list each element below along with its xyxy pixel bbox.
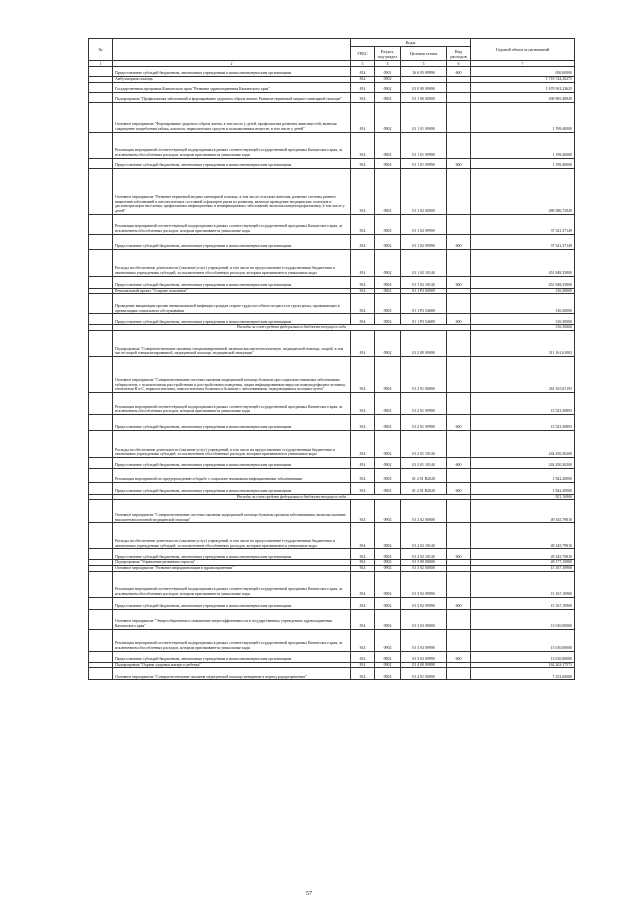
target-article-code: 01 1 02 00000 <box>401 168 447 214</box>
grbs-code: 814 <box>351 249 375 276</box>
expense-type-code <box>447 168 471 214</box>
row-number-cell <box>89 102 113 132</box>
item-name: Предоставление субсидий бюджетным, автономным учреждениям и иным некоммерческим организациям <box>113 457 351 468</box>
index-cell: 7 <box>471 61 575 67</box>
expense-type-code: 600 <box>447 67 471 77</box>
expense-type-code <box>447 82 471 92</box>
target-article-code: 01 3 02 00000 <box>401 565 447 571</box>
annual-sum: 650,00000 <box>471 67 575 77</box>
table-row <box>89 457 575 468</box>
item-name: Предоставление субсидий бюджетным, автономным учреждениям и иным некоммерческим организациям <box>113 314 351 325</box>
grbs-code: 814 <box>351 102 375 132</box>
item-name: Проведение вакцинации против пневмококковой инфекции граждан старше трудоспособного возраста из групп риска, проживающих в организациях социального обслуживания <box>113 294 351 314</box>
table-row <box>89 82 575 92</box>
index-cell: 2 <box>113 61 351 67</box>
annual-sum: 15 523,30893 <box>471 392 575 414</box>
razdel-code: 0902 <box>375 571 401 597</box>
target-article-code: 01 2 01 09990 <box>401 392 447 414</box>
grbs-code: 814 <box>351 560 375 566</box>
annual-sum: 37 541,37149 <box>471 214 575 234</box>
annual-sum: 15 523,30893 <box>471 414 575 430</box>
razdel-code: 0902 <box>375 158 401 168</box>
table-row <box>89 158 575 168</box>
target-article-code: 01 1 P3 00000 <box>401 288 447 294</box>
item-name: Предоставление субсидий бюджетным, автономным учреждениям и иным некоммерческим организациям <box>113 276 351 288</box>
grbs-code: 814 <box>351 276 375 288</box>
item-name: Реализация мероприятий соответствующей подпрограммы в рамках соответствующей государственной программы Камчатского края, за исключением обособленных расходов, которым присваиваются уникальные коды <box>113 132 351 158</box>
col-razdel-header: Раздел, под-раздел <box>375 47 401 61</box>
item-name: Реализация мероприятий по предупреждению и борьбе с социально значимыми инфекционными заболеваниями <box>113 468 351 482</box>
index-cell: 6 <box>447 61 471 67</box>
expense-type-code <box>447 294 471 314</box>
grbs-code: 814 <box>351 92 375 102</box>
row-number-cell <box>89 392 113 414</box>
target-article-code: 01 1 02 10140 <box>401 249 447 276</box>
row-number-cell <box>89 92 113 102</box>
row-number-cell <box>89 597 113 609</box>
item-name: Предоставление субсидий бюджетным, автономным учреждениям и иным некоммерческим организациям <box>113 549 351 560</box>
razdel-code: 0902 <box>375 288 401 294</box>
razdel-code: 0902 <box>375 102 401 132</box>
grbs-code: 814 <box>351 414 375 430</box>
table-row <box>89 67 575 77</box>
target-article-code: 01 2 01 09990 <box>401 414 447 430</box>
item-name: Подпрограмма "Совершенствование оказания специализированной, включая высокотехнологичную, медицинской помощи, скорой, в том числе скорой специализированной, медицинской помощи, медицинской эвакуации" <box>113 330 351 356</box>
expense-type-code: 600 <box>447 314 471 325</box>
item-name: Предоставление субсидий бюджетным, автономным учреждениям и иным некоммерческим организациям <box>113 234 351 249</box>
razdel-code: 0902 <box>375 560 401 566</box>
grbs-code: 814 <box>351 67 375 77</box>
expense-type-code <box>447 214 471 234</box>
expense-type-code <box>447 571 471 597</box>
page-number: 57 <box>306 891 312 897</box>
table-row <box>89 330 575 356</box>
grbs-code: 814 <box>351 565 375 571</box>
row-number-cell <box>89 457 113 468</box>
target-article-code: 01 1 02 09990 <box>401 234 447 249</box>
table-row <box>89 214 575 234</box>
table-row <box>89 668 575 680</box>
table-row <box>89 500 575 523</box>
expense-type-code: 600 <box>447 414 471 430</box>
target-article-code: 01 2 02 00000 <box>401 500 447 523</box>
codes-group-header: Коды <box>351 39 471 47</box>
grbs-code: 814 <box>351 392 375 414</box>
grbs-code: 814 <box>351 457 375 468</box>
target-article-code: 01 2 01 00000 <box>401 356 447 392</box>
target-article-code: 01 1 01 00000 <box>401 102 447 132</box>
annual-sum: 37 541,37149 <box>471 234 575 249</box>
table-row <box>89 414 575 430</box>
annual-sum: 316,30000 <box>471 294 575 314</box>
grbs-code: 814 <box>351 82 375 92</box>
row-number-cell <box>89 482 113 494</box>
table-row <box>89 468 575 482</box>
table-row <box>89 294 575 314</box>
expense-type-code <box>447 392 471 414</box>
grbs-code: 814 <box>351 609 375 629</box>
annual-sum: 15 167,10900 <box>471 571 575 597</box>
razdel-code: 0902 <box>375 168 401 214</box>
razdel-code: 0902 <box>375 392 401 414</box>
grbs-code: 814 <box>351 571 375 597</box>
annual-sum: 1 842,20000 <box>471 468 575 482</box>
item-name: Реализация мероприятий соответствующей подпрограммы в рамках соответствующей государственной программы Камчатского края, за исключением обособленных расходов, которым присваиваются уникальные коды <box>113 571 351 597</box>
grbs-code: 814 <box>351 597 375 609</box>
table-row <box>89 523 575 549</box>
item-name: Реализация мероприятий соответствующей подпрограммы в рамках соответствующей государственной программы Камчатского края, за исключением обособленных расходов, которым присваиваются уникальные коды <box>113 392 351 414</box>
item-name: Предоставление субсидий бюджетным, автономным учреждениям и иным некоммерческим организациям <box>113 414 351 430</box>
item-name: Основное мероприятие "Совершенствование оказания медицинской помощи женщинам в период родоразрешения" <box>113 668 351 680</box>
item-name: Расходы на обеспечение деятельности (оказание услуг) учреждений, в том числе на предоставление государственным бюджетным и автономным учреждениям субсидий, за исключением обособленных расходов, которым присваиваются уникальные коды <box>113 523 351 549</box>
item-name: Государственная программа Камчатского края "Развитие здравоохранения Камчатского края" <box>113 82 351 92</box>
expense-type-code: 600 <box>447 549 471 560</box>
table-row <box>89 276 575 288</box>
row-number-cell <box>89 214 113 234</box>
annual-sum: 7 252,60000 <box>471 668 575 680</box>
target-article-code: 01 2 02 10140 <box>401 523 447 549</box>
grbs-code: 814 <box>351 468 375 482</box>
target-article-code: 01 3 02 09990 <box>401 571 447 597</box>
item-name: Основное мероприятие "Совершенствование системы оказания медицинской помощи больным прочими заболеваниями, включая оказание высокотехнологичной медицинской помощи" <box>113 500 351 523</box>
expense-type-code: 600 <box>447 482 471 494</box>
razdel-code: 0902 <box>375 356 401 392</box>
annual-sum: 162 263,17573 <box>471 662 575 668</box>
annual-sum: 13 010,00000 <box>471 651 575 662</box>
target-article-code: 01 3 03 00000 <box>401 609 447 629</box>
razdel-code: 0902 <box>375 276 401 288</box>
note-sum: 316,30000 <box>471 325 575 331</box>
annual-sum: 311 161,61003 <box>471 330 575 356</box>
expense-type-code <box>447 430 471 457</box>
razdel-code: 0902 <box>375 430 401 457</box>
expense-type-code <box>447 92 471 102</box>
razdel-code: 0902 <box>375 294 401 314</box>
item-name: Реализация мероприятий соответствующей подпрограммы в рамках соответствующей государственной программы Камчатского края, за исключением обособленных расходов, которым присваиваются уникальные коды <box>113 214 351 234</box>
target-article-code: 01 3 00 00000 <box>401 560 447 566</box>
razdel-code: 0902 <box>375 132 401 158</box>
item-name: Предоставление субсидий бюджетным, автономным учреждениям и иным некоммерческим организациям <box>113 651 351 662</box>
row-number-cell <box>89 67 113 77</box>
item-name: Подпрограмма "Управление развитием отрасли" <box>113 560 351 566</box>
item-name: Основное мероприятие "Формирование здорового образа жизни, в том числе у детей, профилактика развития зависимостей, включая сокращение потребления табака, алкоголя, наркотических средств и психоактивных веществ, в том числе у детей" <box>113 102 351 132</box>
table-row <box>89 597 575 609</box>
table-row <box>89 92 575 102</box>
table-row <box>89 249 575 276</box>
razdel-code: 0902 <box>375 77 401 83</box>
razdel-code: 0902 <box>375 214 401 234</box>
annual-sum: 244 450,30200 <box>471 457 575 468</box>
annual-sum: 13 010,00000 <box>471 629 575 651</box>
annual-sum: 316,30000 <box>471 314 575 325</box>
target-article-code: 01 2 02 10140 <box>401 549 447 560</box>
target-article-code: 01 3 03 09990 <box>401 651 447 662</box>
expense-type-code <box>447 330 471 356</box>
grbs-code: 814 <box>351 356 375 392</box>
item-name: Основное мероприятие "Развитие первичной медико-санитарной помощи, в том числе сельским жителям, развитие системы раннего выявления заболеваний и патологических состояний и факторов риска их развития, включая проведение медицинских осмотров и диспансеризации населения, профилактика инфекционных и неинфекционных заболеваний, включая иммунопрофилактику, в том числе у детей" <box>113 168 351 214</box>
target-article-code: 01 1 02 09990 <box>401 214 447 234</box>
row-number-cell <box>89 549 113 560</box>
row-number-cell <box>89 523 113 549</box>
grbs-code: 814 <box>351 482 375 494</box>
row-number-cell <box>89 168 113 214</box>
razdel-code: 0902 <box>375 523 401 549</box>
table-row <box>89 482 575 494</box>
row-number-cell <box>89 314 113 325</box>
index-cell: 4 <box>375 61 401 67</box>
razdel-code: 0902 <box>375 651 401 662</box>
row-number-cell <box>89 609 113 629</box>
target-article-code: 16 6 05 09990 <box>401 67 447 77</box>
razdel-code: 0902 <box>375 482 401 494</box>
expense-type-code <box>447 356 471 392</box>
expense-type-code: 600 <box>447 457 471 468</box>
table-body <box>89 67 575 680</box>
grbs-code: 814 <box>351 77 375 83</box>
item-name: Предоставление субсидий бюджетным, автономным учреждениям и иным некоммерческим организациям <box>113 67 351 77</box>
note-sum: 921,10000 <box>471 494 575 500</box>
index-cell: 5 <box>401 61 447 67</box>
annual-sum: 49 345,79810 <box>471 500 575 523</box>
row-number-cell <box>89 629 113 651</box>
grbs-code: 814 <box>351 234 375 249</box>
target-article-code: 01 2 00 00000 <box>401 330 447 356</box>
row-number-cell <box>89 330 113 356</box>
col-sum-header: Годовой объем ассигнований <box>471 39 575 61</box>
annual-sum: 1 199,40000 <box>471 132 575 158</box>
razdel-code: 0902 <box>375 549 401 560</box>
table-row <box>89 168 575 214</box>
target-article-code: 01 1 01 09990 <box>401 158 447 168</box>
grbs-code: 814 <box>351 168 375 214</box>
expense-type-code <box>447 132 471 158</box>
row-number-cell <box>89 158 113 168</box>
razdel-code: 0902 <box>375 668 401 680</box>
razdel-code: 0902 <box>375 249 401 276</box>
row-number-cell <box>89 234 113 249</box>
annual-sum: 1 842,20000 <box>471 482 575 494</box>
razdel-code: 0902 <box>375 82 401 92</box>
annual-sum: 244 450,30200 <box>471 430 575 457</box>
target-article-code: 01 4 01 00000 <box>401 668 447 680</box>
grbs-code: 814 <box>351 500 375 523</box>
target-article-code: 01 4 00 00000 <box>401 662 447 668</box>
table-row <box>89 549 575 560</box>
target-article-code: 01 1 01 09990 <box>401 132 447 158</box>
grbs-code: 814 <box>351 668 375 680</box>
annual-sum: 1 670 941,23625 <box>471 82 575 92</box>
target-article-code: 01 3 02 09990 <box>401 597 447 609</box>
item-name: Основное мероприятие "Совершенствование системы оказания медицинской помощи больным при социально-значимых заболеваниях: туберкулезом, с психическими расстройствами и расстройствами поведения, лицам инфицированным вирусом иммунодефицита человека, гепатитами В и С, наркологическим, онкологическим больным и больным с заболеваниями, передающимися половым путем" <box>113 356 351 392</box>
note-text: Расходы за счет средств федерального бюджета текущего года <box>113 494 471 500</box>
row-number-cell <box>89 356 113 392</box>
row-number-cell <box>89 430 113 457</box>
expense-type-code <box>447 249 471 276</box>
table-row <box>89 651 575 662</box>
col-cel-header: Целевая статья <box>401 47 447 61</box>
razdel-code: 0902 <box>375 597 401 609</box>
budget-table <box>88 38 575 680</box>
razdel-code: 0901 <box>375 67 401 77</box>
annual-sum: 451 848,35800 <box>471 276 575 288</box>
target-article-code: 01 1 P3 54680 <box>401 314 447 325</box>
razdel-code: 0902 <box>375 234 401 249</box>
razdel-code: 0902 <box>375 414 401 430</box>
razdel-code: 0902 <box>375 92 401 102</box>
index-cell: 3 <box>351 61 375 67</box>
row-number-cell <box>89 276 113 288</box>
item-name: Подпрограмма "Охрана здоровья матери и ребенка" <box>113 662 351 668</box>
annual-sum: 451 848,35800 <box>471 249 575 276</box>
table-row <box>89 356 575 392</box>
annual-sum: 1 199,40000 <box>471 158 575 168</box>
razdel-code: 0902 <box>375 457 401 468</box>
grbs-code: 814 <box>351 523 375 549</box>
target-article-code: 01 2 01 10140 <box>401 457 447 468</box>
expense-type-code <box>447 609 471 629</box>
table-row <box>89 392 575 414</box>
grbs-code: 814 <box>351 629 375 651</box>
expense-type-code <box>447 629 471 651</box>
target-article-code: 01 1 02 10140 <box>401 276 447 288</box>
row-number-cell <box>89 668 113 680</box>
col-no-header: № <box>89 39 113 61</box>
razdel-code: 0902 <box>375 629 401 651</box>
grbs-code: 814 <box>351 294 375 314</box>
expense-type-code <box>447 500 471 523</box>
grbs-code: 814 <box>351 214 375 234</box>
item-name: Предоставление субсидий бюджетным, автономным учреждениям и иным некоммерческим организациям <box>113 482 351 494</box>
item-name: Реализация мероприятий соответствующей подпрограммы в рамках соответствующей государственной программы Камчатского края, за исключением обособленных расходов, которым присваиваются уникальные коды <box>113 629 351 651</box>
col-vid-header: Вид расходов <box>447 47 471 61</box>
expense-type-code <box>447 102 471 132</box>
target-article-code: 01 0 00 00000 <box>401 82 447 92</box>
annual-sum: 1 718 744,38275 <box>471 77 575 83</box>
target-article-code: 01 1 00 00000 <box>401 92 447 102</box>
row-number-cell <box>89 82 113 92</box>
annual-sum: 15 167,10900 <box>471 565 575 571</box>
target-article-code: 01 3 03 09990 <box>401 629 447 651</box>
table-row <box>89 571 575 597</box>
grbs-code: 814 <box>351 330 375 356</box>
razdel-code: 0902 <box>375 565 401 571</box>
razdel-code: 0902 <box>375 662 401 668</box>
row-number-cell <box>89 249 113 276</box>
annual-sum: 15 167,10900 <box>471 597 575 609</box>
target-article-code: 01 2 01 R2020 <box>401 482 447 494</box>
razdel-code: 0902 <box>375 468 401 482</box>
item-name: Подпрограмма "Профилактика заболеваний и формирование здорового образа жизни. Развитие первичной медико-санитарной помощи" <box>113 92 351 102</box>
budget-table-sheet <box>88 38 574 680</box>
grbs-code: 814 <box>351 549 375 560</box>
annual-sum: 316,30000 <box>471 288 575 294</box>
annual-sum: 261 815,81193 <box>471 356 575 392</box>
row-number-cell <box>89 414 113 430</box>
expense-type-code <box>447 523 471 549</box>
row-number-cell <box>89 651 113 662</box>
index-cell: 1 <box>89 61 113 67</box>
table-row <box>89 609 575 629</box>
note-text: Расходы за счет средств федерального бюджета текущего года <box>113 325 471 331</box>
item-name: Региональный проект "Старшее поколение" <box>113 288 351 294</box>
grbs-code: 814 <box>351 662 375 668</box>
expense-type-code <box>447 668 471 680</box>
annual-sum: 490 905,48949 <box>471 92 575 102</box>
row-number-cell <box>89 468 113 482</box>
annual-sum: 489 386,72949 <box>471 168 575 214</box>
expense-type-code: 600 <box>447 276 471 288</box>
annual-sum: 1 199,40000 <box>471 102 575 132</box>
table-row <box>89 629 575 651</box>
item-name: Амбулаторная помощь <box>113 77 351 83</box>
annual-sum: 49 345,79810 <box>471 523 575 549</box>
grbs-code: 814 <box>351 430 375 457</box>
expense-type-code: 600 <box>447 597 471 609</box>
row-number-cell <box>89 294 113 314</box>
table-row <box>89 132 575 158</box>
expense-type-code: 600 <box>447 234 471 249</box>
razdel-code: 0902 <box>375 500 401 523</box>
col-name-header <box>113 39 351 61</box>
row-number-cell <box>89 500 113 523</box>
table-row <box>89 102 575 132</box>
row-number-cell <box>89 132 113 158</box>
item-name: Предоставление субсидий бюджетным, автономным учреждениям и иным некоммерческим организациям <box>113 597 351 609</box>
annual-sum: 13 010,00000 <box>471 609 575 629</box>
grbs-code: 814 <box>351 132 375 158</box>
annual-sum: 28 177,10900 <box>471 560 575 566</box>
target-article-code: 01 2 01 10140 <box>401 430 447 457</box>
target-article-code: 01 1 P3 54680 <box>401 294 447 314</box>
col-grbs-header: ГРБС <box>351 47 375 61</box>
annual-sum: 49 345,79810 <box>471 549 575 560</box>
item-name: Предоставление субсидий бюджетным, автономным учреждениям и иным некоммерческим организациям <box>113 158 351 168</box>
table-row <box>89 234 575 249</box>
razdel-code: 0902 <box>375 330 401 356</box>
grbs-code: 814 <box>351 158 375 168</box>
razdel-code: 0902 <box>375 609 401 629</box>
grbs-code: 814 <box>351 314 375 325</box>
table-row <box>89 314 575 325</box>
item-name: Расходы на обеспечение деятельности (оказание услуг) учреждений, в том числе на предоставление государственным бюджетным и автономным учреждениям субсидий, за исключением обособленных расходов, которым присваиваются уникальные коды <box>113 249 351 276</box>
expense-type-code: 600 <box>447 158 471 168</box>
item-name: Основное мероприятие "Развитие информатизации в здравоохранении" <box>113 565 351 571</box>
item-name: Основное мероприятие "Энергосбережение и повышение энергоэффективности в государственных учреждениях здравоохранения Камчатского края" <box>113 609 351 629</box>
target-article-code: 01 2 01 R2020 <box>401 468 447 482</box>
razdel-code: 0902 <box>375 314 401 325</box>
item-name: Расходы на обеспечение деятельности (оказание услуг) учреждений, в том числе на предоставление государственным бюджетным и автономным учреждениям субсидий, за исключением обособленных расходов, которым присваиваются уникальные коды <box>113 430 351 457</box>
expense-type-code: 600 <box>447 651 471 662</box>
grbs-code: 814 <box>351 288 375 294</box>
row-number-cell <box>89 571 113 597</box>
expense-type-code <box>447 468 471 482</box>
grbs-code: 814 <box>351 651 375 662</box>
table-row <box>89 430 575 457</box>
